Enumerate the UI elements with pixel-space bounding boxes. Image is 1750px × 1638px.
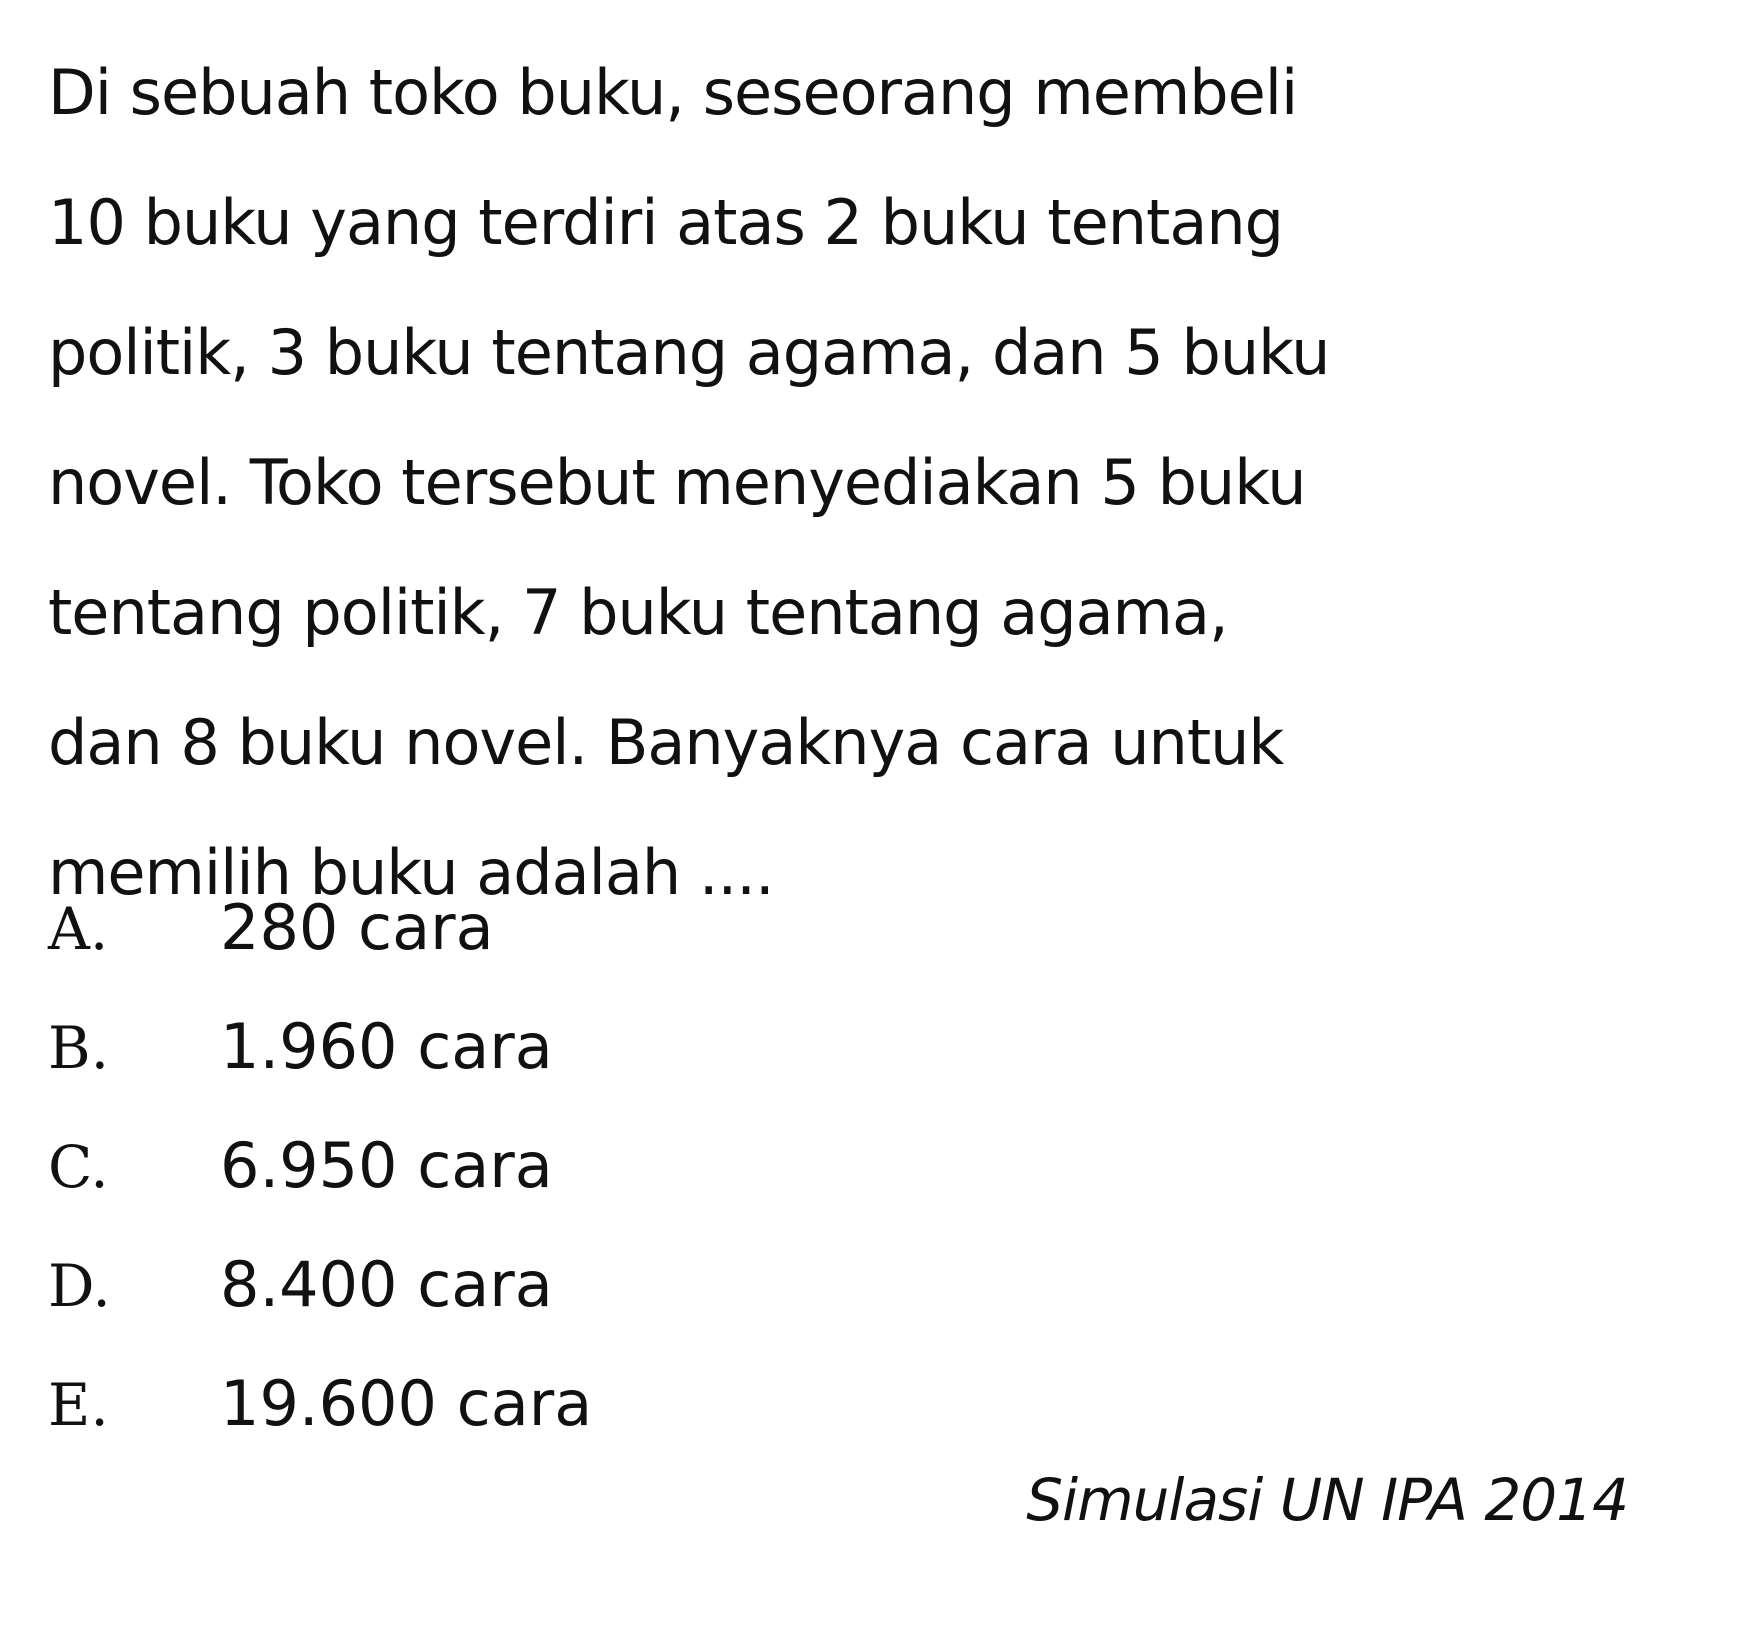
- option-letter: A.: [48, 895, 109, 963]
- option-text: 6.950 cara: [220, 1129, 553, 1202]
- question-line: novel. Toko tersebut menyediakan 5 buku: [48, 446, 1306, 519]
- question-text: [48, 28, 1688, 938]
- option-b[interactable]: [48, 987, 592, 1106]
- option-letter: B.: [48, 1014, 110, 1082]
- option-e[interactable]: [48, 1344, 592, 1463]
- source-citation: Simulasi UN IPA 2014: [1026, 1466, 1628, 1534]
- question-line: dan 8 buku novel. Banyaknya cara untuk: [48, 706, 1284, 779]
- option-c[interactable]: [48, 1106, 592, 1225]
- option-letter: C.: [48, 1133, 109, 1201]
- question-line: memilih buku adalah ....: [48, 836, 774, 909]
- question-line: Di sebuah toko buku, seseorang membeli: [48, 56, 1298, 129]
- option-letter: E.: [48, 1371, 109, 1439]
- option-letter: D.: [48, 1252, 111, 1320]
- option-text: 1.960 cara: [220, 1010, 553, 1083]
- option-text: 280 cara: [220, 891, 494, 964]
- question-line: politik, 3 buku tentang agama, dan 5 buku: [48, 316, 1330, 389]
- answer-options: [48, 868, 592, 1463]
- option-a[interactable]: [48, 868, 592, 987]
- option-text: 19.600 cara: [220, 1367, 593, 1440]
- option-text: 8.400 cara: [220, 1248, 553, 1321]
- question-line: tentang politik, 7 buku tentang agama,: [48, 576, 1228, 649]
- question-line: 10 buku yang terdiri atas 2 buku tentang: [48, 186, 1283, 259]
- option-d[interactable]: [48, 1225, 592, 1344]
